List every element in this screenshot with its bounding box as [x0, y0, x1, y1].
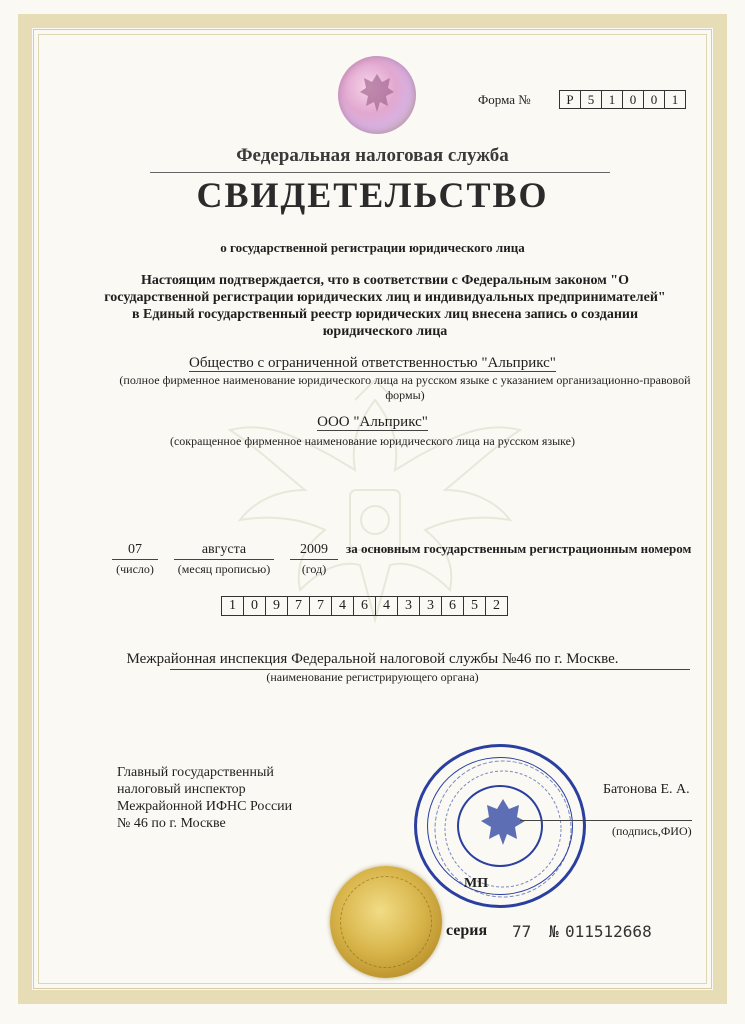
stamp-place-mark: МП — [464, 876, 489, 891]
eagle-hologram-icon — [338, 56, 416, 134]
short-company-name — [0, 414, 745, 431]
authority-caption: (наименование регистрирующего органа) — [266, 670, 479, 684]
inspector-line: № 46 по г. Москве — [117, 816, 226, 831]
stamp-emblem-icon — [417, 747, 589, 911]
form-code-char: 5 — [580, 90, 602, 109]
form-label: Форма № — [478, 92, 531, 107]
signature-line — [520, 820, 692, 821]
ogrn-digit: 9 — [265, 596, 288, 616]
official-stamp — [414, 744, 586, 908]
form-code-char: 1 — [664, 90, 686, 109]
ogrn-digit: 0 — [243, 596, 266, 616]
agency-divider — [150, 172, 610, 173]
document-title: СВИДЕТЕЛЬСТВО — [196, 175, 549, 215]
ogrn-digit: 6 — [353, 596, 376, 616]
date-year-caption: (год) — [301, 562, 327, 576]
series-label: серия — [446, 922, 488, 939]
ogrn-digit: 6 — [441, 596, 464, 616]
form-code-char: Р — [559, 90, 581, 109]
gold-seal-icon — [330, 866, 442, 978]
document-subtitle: о государственной регистрации юридического лица — [220, 240, 525, 255]
date-day-caption: (число) — [116, 562, 154, 576]
number-label: № — [549, 922, 559, 941]
signature-caption: (подпись,ФИО) — [612, 824, 692, 838]
ogrn-digit: 1 — [221, 596, 244, 616]
form-code-char: 0 — [622, 90, 644, 109]
form-code-char: 1 — [601, 90, 623, 109]
date-month-caption: (месяц прописью) — [177, 562, 271, 576]
ogrn-digit: 7 — [309, 596, 332, 616]
short-name-caption: (сокращенное фирменное наименование юридического лица на русском языке) — [169, 434, 576, 448]
ogrn-digit: 5 — [463, 596, 486, 616]
signer-name: Батонова Е. А. — [603, 782, 690, 797]
full-company-name-value: Общество с ограниченной ответственностью "Альприкс" — [189, 355, 556, 371]
ogrn-boxes — [222, 596, 508, 616]
date-day: 07 — [112, 542, 158, 560]
inspector-line: Главный государственный — [117, 765, 274, 780]
ogrn-digit: 4 — [331, 596, 354, 616]
ogrn-digit: 3 — [397, 596, 420, 616]
date-month: августа — [174, 542, 274, 560]
hologram-emblem — [338, 56, 416, 134]
registration-number-text: за основным государственным регистрационным номером — [346, 541, 692, 556]
ogrn-digit: 2 — [485, 596, 508, 616]
inspector-line: налоговый инспектор — [117, 782, 246, 797]
series-value: 77 — [512, 922, 532, 941]
ogrn-digit: 4 — [375, 596, 398, 616]
full-company-name — [0, 355, 745, 372]
short-company-name-value: ООО "Альприкс" — [317, 414, 428, 430]
date-day-field — [112, 542, 158, 577]
form-code-boxes — [560, 90, 686, 109]
date-year: 2009 — [290, 542, 338, 560]
full-name-caption: (полное фирменное наименование юридического лица на русском языке с указанием организационно-правовой формы) — [119, 373, 691, 402]
agency-name: Федеральная налоговая служба — [236, 145, 509, 166]
date-month-field — [174, 542, 274, 577]
form-code-char: 0 — [643, 90, 665, 109]
inspector-line: Межрайонной ИФНС России — [117, 799, 293, 814]
ogrn-digit: 7 — [287, 596, 310, 616]
date-year-field — [290, 542, 338, 577]
certificate-number: 011512668 — [565, 922, 652, 941]
registering-authority: Межрайонная инспекция Федеральной налоговой службы №46 по г. Москве. — [126, 651, 619, 667]
ogrn-digit: 3 — [419, 596, 442, 616]
statement-text: Настоящим подтверждается, что в соответствии с Федеральным законом "О государственной регистрации юридических лиц и индивидуальных предпринимателей" в Единый государственный реестр юридических лиц внесена запись о создании юридического лица — [104, 273, 666, 339]
inspector-position — [117, 764, 292, 832]
